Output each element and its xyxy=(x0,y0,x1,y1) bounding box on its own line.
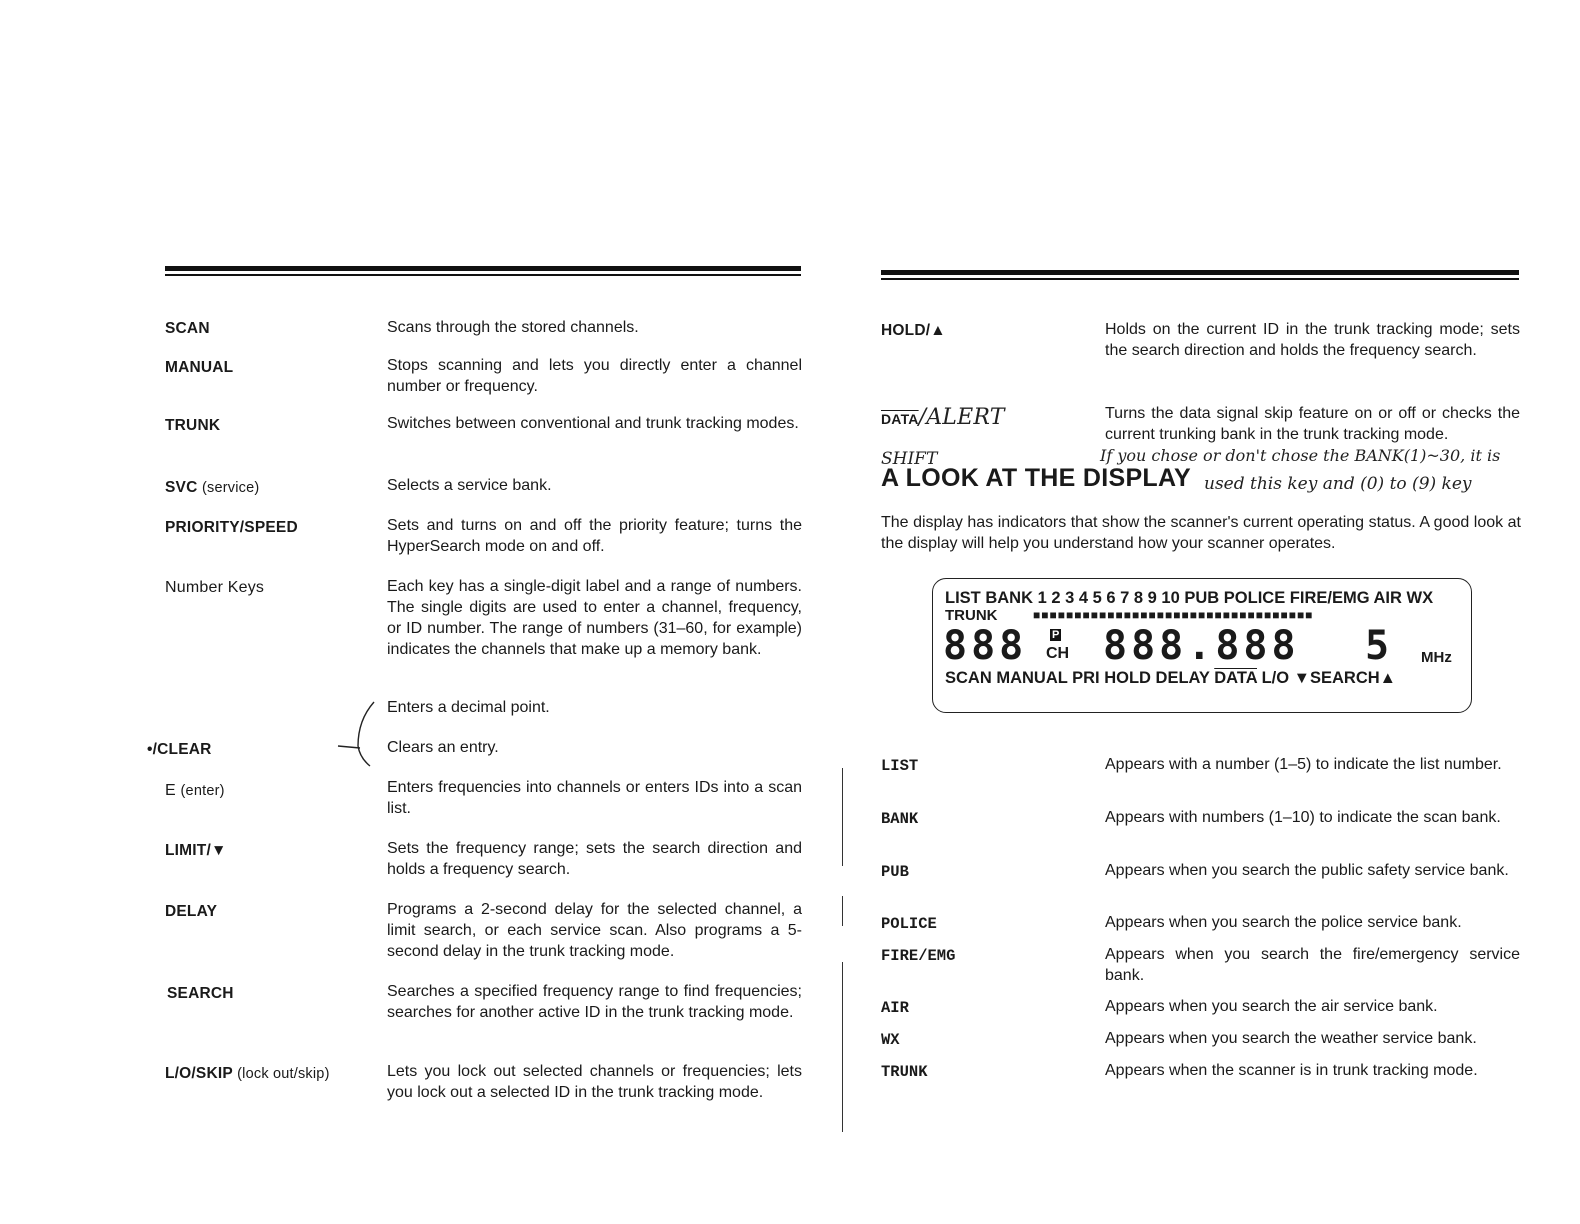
indicator-wx-desc: Appears when you search the weather service bank. xyxy=(1105,1030,1477,1047)
key-data xyxy=(881,405,1005,430)
indicator-air: AIR xyxy=(881,999,909,1017)
lcd-priority-p: P xyxy=(1052,629,1060,641)
handwritten-shift: SHIFT xyxy=(881,449,938,469)
key-delay: DELAY xyxy=(165,903,218,920)
right-top-rule-thin xyxy=(881,278,1519,280)
key-lo-skip-note: (lock out/skip) xyxy=(237,1066,330,1082)
indicator-list-desc: Appears with a number (1–5) to indicate the list number. xyxy=(1105,756,1502,773)
indicator-trunk-desc: Appears when the scanner is in trunk tracking mode. xyxy=(1105,1062,1478,1079)
indicator-list: LIST xyxy=(881,757,919,775)
display-intro: The display has indicators that show the scanner's current operating status. A good look at the display will help you understand how your scanner operates. xyxy=(881,514,1521,552)
desc-lo-skip: Lets you lock out selected channels or frequencies; lets you lock out a selected ID in the trunk tracking mode. xyxy=(387,1063,802,1101)
page-divider-mark xyxy=(842,962,844,1132)
desc-data: Turns the data signal skip feature on or off or checks the current trunking bank in the trunk tracking mode. xyxy=(1105,405,1520,443)
key-svc-label: SVC xyxy=(165,479,198,496)
lcd-id-squares: ■■■■■■■■■■■■■■■■■■■■■■■■■■■■■■■■■■ xyxy=(1033,608,1314,622)
left-top-rule-thick xyxy=(165,266,801,271)
key-svc xyxy=(165,479,259,497)
key-svc-note: (service) xyxy=(202,480,260,496)
indicator-police-desc: Appears when you search the police service bank. xyxy=(1105,914,1462,931)
right-top-rule-thick xyxy=(881,270,1519,275)
handwritten-bracket xyxy=(336,700,380,770)
handwritten-note-line1: If you chose or don't chose the BANK(1)~30, it is xyxy=(1100,446,1501,465)
key-manual: MANUAL xyxy=(165,359,234,376)
key-trunk: TRUNK xyxy=(165,417,221,434)
lcd-bottom-data: DATA xyxy=(1214,669,1257,687)
page-divider-mark xyxy=(842,768,844,866)
indicator-pub-desc: Appears when you search the public safety service bank. xyxy=(1105,862,1509,879)
key-search: SEARCH xyxy=(167,985,234,1002)
desc-manual: Stops scanning and lets you directly enter a channel number or frequency. xyxy=(387,357,802,395)
desc-scan: Scans through the stored channels. xyxy=(387,319,639,336)
key-priority-speed: PRIORITY/SPEED xyxy=(165,519,298,536)
desc-decimal-point: Enters a decimal point. xyxy=(387,699,550,716)
indicator-fire-emg: FIRE/EMG xyxy=(881,947,956,965)
left-top-rule-thin xyxy=(165,274,801,276)
indicator-air-desc: Appears when you search the air service bank. xyxy=(1105,998,1438,1015)
indicator-pub: PUB xyxy=(881,863,909,881)
indicator-fire-emg-desc: Appears when you search the fire/emergency service bank. xyxy=(1105,946,1520,984)
desc-trunk: Switches between conventional and trunk tracking modes. xyxy=(387,415,799,432)
indicator-wx: WX xyxy=(881,1031,900,1049)
handwritten-note-line2: used this key and (0) to (9) key xyxy=(1204,474,1472,494)
lcd-display-illustration xyxy=(932,578,1472,713)
desc-number-keys: Each key has a single-digit label and a range of numbers. The single digits are used to enter a channel, frequency, or ID number. The range of numbers (31–60, for example) indicates the channels that make up a memory bank. xyxy=(387,578,802,658)
key-enter xyxy=(165,782,225,800)
key-limit: LIMIT/▼ xyxy=(165,842,227,859)
indicator-bank-desc: Appears with numbers (1–10) to indicate the scan bank. xyxy=(1105,809,1501,826)
lcd-frequency-digits: 888.888 xyxy=(1103,623,1300,669)
handwritten-alert: /ALERT xyxy=(918,405,1005,430)
key-clear: •/CLEAR xyxy=(147,741,212,758)
lcd-channel-digits: 888 xyxy=(943,623,1028,669)
indicator-police: POLICE xyxy=(881,915,937,933)
lcd-ch-label: CH xyxy=(1046,645,1070,662)
key-hold: HOLD/▲ xyxy=(881,322,946,339)
desc-enter: Enters frequencies into channels or enters IDs into a scan list. xyxy=(387,779,802,817)
lcd-bottom-a: SCAN MANUAL PRI HOLD DELAY xyxy=(945,669,1210,687)
desc-svc: Selects a service bank. xyxy=(387,477,552,494)
lcd-frequency-last-digit: 5 xyxy=(1365,623,1394,669)
desc-limit: Sets the frequency range; sets the search direction and holds a frequency search. xyxy=(387,840,802,878)
lcd-mhz-label: MHz xyxy=(1421,649,1452,666)
key-enter-label: E xyxy=(165,782,176,799)
display-heading: A LOOK AT THE DISPLAY xyxy=(881,464,1192,492)
desc-search: Searches a specified frequency range to find frequencies; searches for another active ID in the trunk tracking mode. xyxy=(387,983,802,1021)
key-scan: SCAN xyxy=(165,320,210,337)
lcd-trunk-label: TRUNK xyxy=(945,607,998,624)
desc-delay: Programs a 2-second delay for the selected channel, a limit search, or each service scan. Also programs a 5-second delay in the trunk tracking mode. xyxy=(387,901,802,960)
page-divider-mark xyxy=(842,896,844,926)
lcd-bottom-indicators xyxy=(945,669,1396,688)
key-number-keys: Number Keys xyxy=(165,579,265,596)
lcd-bottom-b: L/O ▼SEARCH▲ xyxy=(1261,669,1397,687)
key-data-label: DATA xyxy=(881,411,919,427)
indicator-trunk: TRUNK xyxy=(881,1063,928,1081)
key-lo-skip-label: L/O/SKIP xyxy=(165,1065,233,1082)
indicator-bank: BANK xyxy=(881,810,919,828)
lcd-top-indicators: LIST BANK 1 2 3 4 5 6 7 8 9 10 PUB POLICE FIRE/EMG AIR WX xyxy=(945,589,1434,607)
desc-priority-speed: Sets and turns on and off the priority feature; turns the HyperSearch mode on and off. xyxy=(387,517,802,555)
desc-clear: Clears an entry. xyxy=(387,739,499,756)
key-lo-skip xyxy=(165,1065,330,1083)
key-enter-note: (enter) xyxy=(180,783,225,799)
desc-hold: Holds on the current ID in the trunk tracking mode; sets the search direction and holds the frequency search. xyxy=(1105,321,1520,359)
